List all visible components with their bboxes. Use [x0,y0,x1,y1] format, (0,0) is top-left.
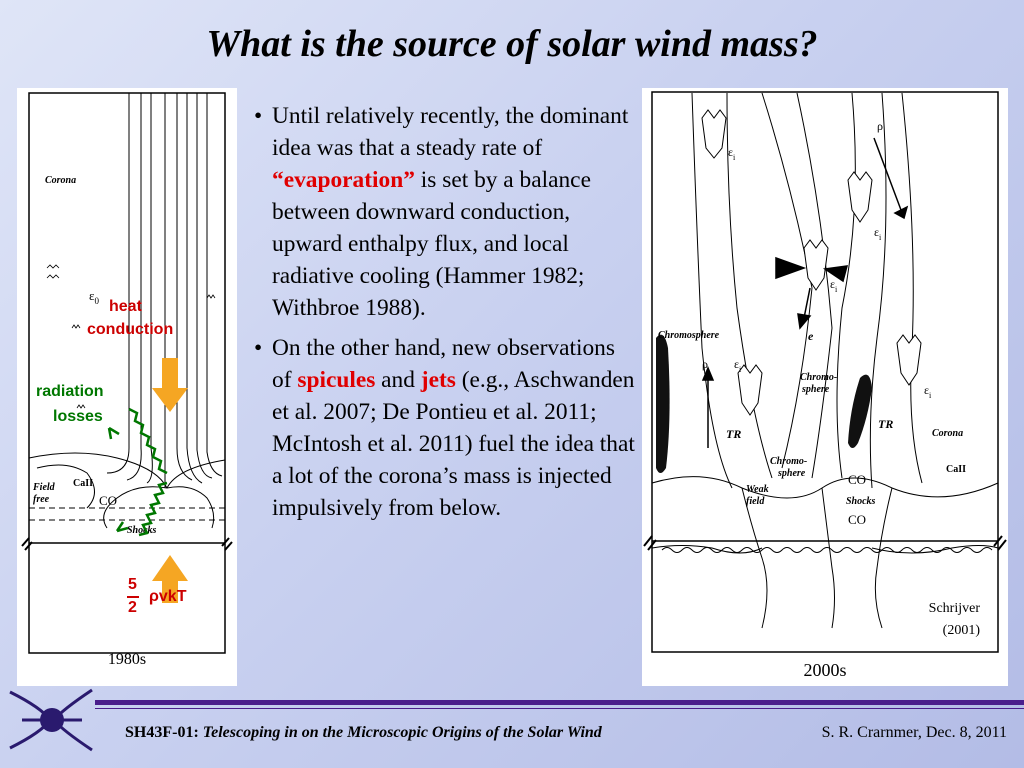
footer-talk-info [125,724,602,742]
eps-label-4: $\varepsilon_i$ [734,357,742,374]
footer-talk-title: Telescoping in on the Microscopic Origins of the Solar Wind [202,724,602,741]
field-free-label-1: Field [33,482,55,493]
eps-label-5: $\varepsilon_i$ [924,383,932,400]
footer-author-date: S. R. Crarnmer, Dec. 8, 2011 [821,724,1007,741]
shocks-label: Shocks [846,496,876,507]
losses-label: losses [53,408,103,425]
co-label: CO [99,493,118,508]
heat-label: heat [109,298,142,315]
chromo-sphere-lower-1: Chromo- [770,456,808,467]
footer-rule-thin [95,708,1024,709]
radiation-label: radiation [36,383,104,400]
co-label-2: CO [848,512,867,527]
chromo-sphere-label-2: sphere [802,384,830,395]
bullet-item: • On the other hand, new observations of spicules and jets (e.g., Aschwanden et al. 2007; De Pontieu et al. 2011; McIntosh et al. 2011) fuel the idea that a lot of the corona’s mass is injected impulsively from below. [250,332,635,524]
chromo-sphere-label-1: Chromo- [800,372,838,383]
right-caption-2000s: 2000s [803,660,847,680]
heat-conduction-arrow [152,358,188,412]
slide-title: What is the source of solar wind mass? [206,23,818,65]
fraction-numerator: 5 [128,576,137,593]
shocks-label: Shocks [127,525,157,536]
footer-rule-thick [95,700,1024,705]
call-label: CaII [73,478,94,489]
chromosphere-label: Chromosphere [658,330,720,341]
bullet-list [250,100,635,532]
spicule-left [656,335,670,473]
conference-logo-icon [2,680,102,760]
credit-label-2: (2001) [942,623,980,638]
electron-label: e [808,329,814,343]
epsilon-0-label: $\varepsilon_0$ [89,288,99,306]
credit-label-1: Schrijver [928,601,980,616]
enthalpy-label: ρvkT [149,588,187,605]
conduction-label: conduction [87,321,174,338]
co-label-1: CO [848,472,867,487]
eps-label-1: $\varepsilon_i$ [728,145,736,162]
corona-label: Corona [932,428,964,439]
tr-left-label: TR [726,427,742,441]
bullet-item: • Until relatively recently, the dominant idea was that a steady rate of “evaporation” is set by a balance between downward conduction, upward enthalpy flux, and local radiative cooling (Hammer 1982; Withbroe 1988). [250,100,635,324]
rho-top-label: ρ [877,119,883,133]
eps-label-2: $\varepsilon_i$ [874,225,882,242]
eps-label-3: $\varepsilon_i$ [830,277,838,294]
rho-left-label: ρ [702,357,708,371]
tr-right-label: TR [878,417,894,431]
spicule-right [848,375,872,448]
weak-field-label-1: Weak [746,484,769,495]
field-free-label-2: free [33,494,50,505]
model-2000s-diagram [642,88,1008,686]
corona-label: Corona [45,175,77,186]
weak-field-label-2: field [746,496,765,507]
flow-arrows [703,138,907,448]
footer-code: SH43F-01: [125,724,199,741]
left-figure-1980s [17,88,237,686]
fraction-denominator: 2 [128,599,137,616]
left-caption-1980s: 1980s [107,651,147,668]
right-figure-2000s [642,88,1008,686]
chromo-sphere-lower-2: sphere [778,468,806,479]
call-label: CaII [946,464,967,475]
